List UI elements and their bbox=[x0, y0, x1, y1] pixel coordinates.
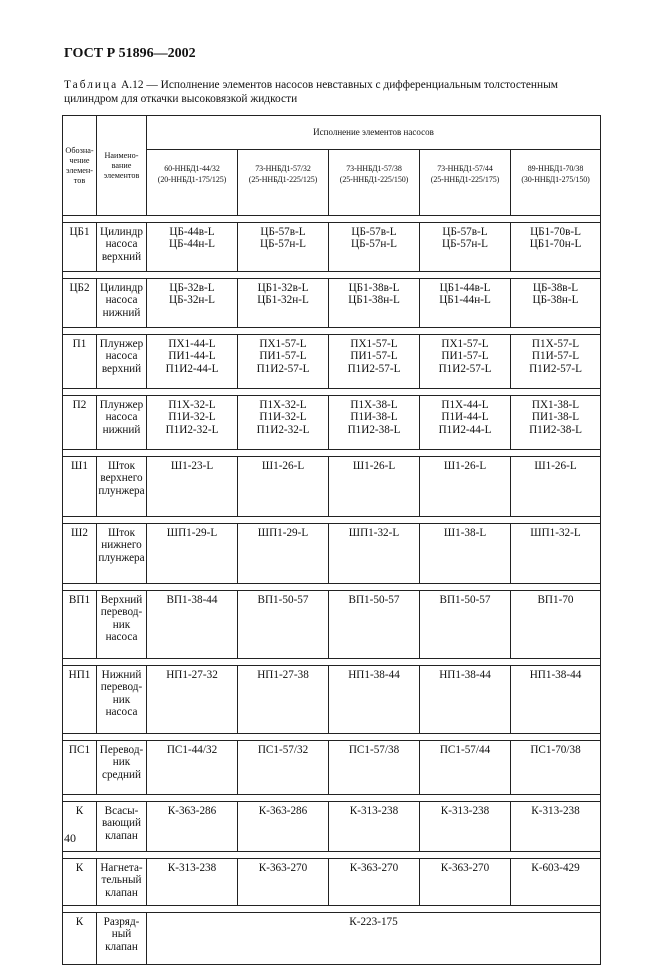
separator-cell bbox=[63, 389, 601, 396]
designation-line: П1И-57-L bbox=[531, 350, 580, 363]
element-name-line: клапан bbox=[105, 886, 138, 899]
designation-line: ШП1-29-L bbox=[166, 527, 218, 539]
designation-line: П1Х-44-L bbox=[441, 399, 489, 411]
variant-line1: 73-ННБД1-57/38 bbox=[346, 164, 402, 173]
designation-cell bbox=[511, 524, 601, 584]
designation-line: ЦБ1-38в-L bbox=[348, 282, 400, 294]
table-caption bbox=[64, 79, 604, 106]
designation-cell bbox=[511, 279, 601, 328]
row-separator bbox=[63, 852, 601, 859]
designation-line: ПХ1-44-L bbox=[168, 338, 216, 350]
row-separator bbox=[63, 659, 601, 666]
designation-line: ЦБ-57н-L bbox=[351, 238, 397, 251]
element-name-line: ник bbox=[112, 693, 131, 706]
designation-cell bbox=[238, 591, 329, 659]
designation-line: К-363-286 bbox=[167, 805, 217, 817]
designation-cell bbox=[238, 802, 329, 852]
group-header: Исполнение элементов насосов bbox=[147, 116, 601, 150]
element-name bbox=[97, 524, 147, 584]
row-separator bbox=[63, 584, 601, 591]
designation-cell bbox=[329, 457, 420, 517]
variant-header bbox=[511, 150, 601, 216]
element-name-line: перевод- bbox=[100, 681, 143, 694]
row-separator bbox=[63, 450, 601, 457]
separator-cell bbox=[63, 734, 601, 741]
caption-label: Таблица bbox=[64, 79, 119, 91]
designation-line: П1И2-44-L bbox=[165, 362, 219, 375]
designation-line: К-313-238 bbox=[440, 805, 490, 817]
designation-line: П1И2-32-L bbox=[165, 423, 219, 436]
pump-elements-table bbox=[62, 115, 601, 965]
element-name-line: ный bbox=[111, 928, 132, 941]
separator-cell bbox=[63, 216, 601, 223]
designation-line: К-363-270 bbox=[440, 862, 490, 874]
element-name bbox=[97, 335, 147, 389]
variant-line2: (20-ННБД1-175/125) bbox=[157, 174, 227, 184]
separator-cell bbox=[63, 272, 601, 279]
designation-cell bbox=[329, 335, 420, 389]
designation-line: П1И2-57-L bbox=[347, 362, 401, 375]
element-name bbox=[97, 591, 147, 659]
element-name-line: ник bbox=[112, 618, 131, 631]
variant-header bbox=[147, 150, 238, 216]
designation-cell bbox=[329, 223, 420, 272]
designation-line: ЦБ-32в-L bbox=[169, 282, 215, 294]
designation-cell bbox=[329, 591, 420, 659]
table-row bbox=[63, 913, 601, 965]
designation-line: НП1-38-44 bbox=[439, 669, 491, 681]
designation-cell bbox=[420, 802, 511, 852]
col-name-header: Наимено-вание элементов bbox=[97, 116, 147, 216]
designation-cell bbox=[238, 396, 329, 450]
variant-line1: 73-ННБД1-57/44 bbox=[437, 164, 493, 173]
table-row bbox=[63, 524, 601, 584]
element-name bbox=[97, 741, 147, 795]
designation-line: К-603-429 bbox=[531, 862, 580, 874]
designation-cell bbox=[329, 802, 420, 852]
variant-line2: (25-ННБД1-225/125) bbox=[248, 174, 318, 184]
designation-cell bbox=[147, 802, 238, 852]
designation-line: П1И-38-L bbox=[350, 411, 398, 424]
designation-cell bbox=[511, 223, 601, 272]
designation-line: ЦБ-38н-L bbox=[532, 294, 579, 307]
element-code: Ш1 bbox=[63, 457, 97, 517]
designation-cell bbox=[238, 524, 329, 584]
designation-cell bbox=[147, 591, 238, 659]
designation-line: ПИ1-57-L bbox=[259, 350, 307, 363]
designation-line: П1Х-32-L bbox=[259, 399, 307, 411]
designation-cell bbox=[147, 457, 238, 517]
designation-line: Ш1-23-L bbox=[170, 460, 214, 472]
element-name-line: Плунжер bbox=[99, 338, 144, 350]
designation-cell bbox=[420, 279, 511, 328]
element-code: П2 bbox=[63, 396, 97, 450]
designation-cell bbox=[511, 591, 601, 659]
designation-cell bbox=[238, 457, 329, 517]
designation-cell bbox=[420, 591, 511, 659]
variant-line2: (25-ННБД1-225/150) bbox=[339, 174, 409, 184]
designation-cell bbox=[238, 741, 329, 795]
designation-cell bbox=[420, 859, 511, 906]
variant-header bbox=[329, 150, 420, 216]
designation-line: ЦБ1-44в-L bbox=[439, 282, 491, 294]
designation-line: ПС1-57/32 bbox=[257, 744, 309, 756]
designation-cell bbox=[511, 457, 601, 517]
separator-cell bbox=[63, 852, 601, 859]
table-row bbox=[63, 396, 601, 450]
element-name-line: Цилиндр bbox=[100, 226, 143, 238]
designation-line: ЦБ-44в-L bbox=[169, 226, 215, 238]
designation-line: ВП1-50-57 bbox=[257, 594, 309, 606]
table-row bbox=[63, 859, 601, 906]
designation-cell bbox=[238, 223, 329, 272]
designation-cell bbox=[329, 741, 420, 795]
element-name-line: верхний bbox=[101, 362, 142, 375]
designation-cell bbox=[420, 524, 511, 584]
designation-line: НП1-27-38 bbox=[257, 669, 309, 681]
element-name-line: тельный bbox=[101, 874, 142, 887]
designation-line: ПХ1-38-L bbox=[531, 399, 580, 411]
designation-cell bbox=[420, 457, 511, 517]
designation-cell bbox=[147, 223, 238, 272]
designation-line: Ш1-38-L bbox=[443, 527, 487, 539]
element-code: Ш2 bbox=[63, 524, 97, 584]
designation-cell bbox=[511, 666, 601, 734]
row-separator bbox=[63, 906, 601, 913]
element-name-line: перевод- bbox=[100, 606, 143, 619]
designation-line: ЦБ-57в-L bbox=[351, 226, 397, 238]
designation-cell bbox=[147, 396, 238, 450]
element-name bbox=[97, 802, 147, 852]
element-name bbox=[97, 279, 147, 328]
designation-line: П1И2-32-L bbox=[256, 423, 310, 436]
designation-cell bbox=[511, 859, 601, 906]
element-name-line: насоса bbox=[105, 294, 138, 307]
table-row bbox=[63, 457, 601, 517]
variant-line1: 60-ННБД1-44/32 bbox=[164, 164, 220, 173]
designation-line: Ш1-26-L bbox=[261, 460, 305, 472]
designation-cell bbox=[329, 396, 420, 450]
designation-line: ВП1-70 bbox=[537, 594, 574, 606]
designation-cell bbox=[511, 802, 601, 852]
designation-line: ШП1-32-L bbox=[348, 527, 400, 539]
element-code: К bbox=[63, 802, 97, 852]
designation-line: К-313-238 bbox=[349, 805, 399, 817]
row-separator bbox=[63, 389, 601, 396]
element-name-line: Нагнета- bbox=[100, 862, 143, 874]
row-separator bbox=[63, 795, 601, 802]
designation-line: ЦБ-38в-L bbox=[532, 282, 579, 294]
designation-line: П1И-32-L bbox=[168, 411, 216, 424]
separator-cell bbox=[63, 450, 601, 457]
designation-cell bbox=[147, 859, 238, 906]
designation-line: ЦБ-32н-L bbox=[169, 294, 215, 307]
variant-line2: (25-ННБД1-225/175) bbox=[430, 174, 500, 184]
designation-line: ЦБ1-44н-L bbox=[439, 294, 491, 307]
designation-line: Ш1-26-L bbox=[352, 460, 396, 472]
element-code: К bbox=[63, 859, 97, 906]
standard-title: ГОСТ Р 51896—2002 bbox=[64, 46, 196, 61]
designation-line: К-363-286 bbox=[258, 805, 308, 817]
element-name-line: Перевод- bbox=[99, 744, 144, 756]
designation-line: П1И2-57-L bbox=[529, 362, 582, 375]
variant-header bbox=[238, 150, 329, 216]
element-name-line: Плунжер bbox=[99, 399, 144, 411]
designation-cell bbox=[420, 666, 511, 734]
header-row bbox=[63, 116, 601, 150]
designation-cell bbox=[147, 524, 238, 584]
designation-line: ВП1-50-57 bbox=[348, 594, 400, 606]
element-name-line: Всасы- bbox=[104, 805, 139, 817]
designation-line: ПИ1-44-L bbox=[168, 350, 216, 363]
designation-line: НП1-38-44 bbox=[529, 669, 582, 681]
designation-line: ПС1-57/38 bbox=[348, 744, 400, 756]
designation-cell bbox=[329, 279, 420, 328]
element-name bbox=[97, 859, 147, 906]
designation-line: НП1-38-44 bbox=[348, 669, 400, 681]
element-name-line: Шток bbox=[107, 460, 136, 472]
caption-text: А.12 — Исполнение элементов насосов невставных с дифференциальным толстостенным цилиндром для откачки высоковязкой жидкости bbox=[64, 79, 558, 105]
designation-line: П1И2-38-L bbox=[529, 423, 582, 436]
element-name bbox=[97, 396, 147, 450]
col-code-header: Обозна-чение элемен-тов bbox=[63, 116, 97, 216]
designation-line: ЦБ-44н-L bbox=[169, 238, 215, 251]
table-row bbox=[63, 279, 601, 328]
designation-line: П1И2-38-L bbox=[347, 423, 401, 436]
designation-cell bbox=[329, 666, 420, 734]
element-name-line: плунжера bbox=[98, 551, 145, 564]
designation-line: ПС1-44/32 bbox=[166, 744, 218, 756]
variant-line1: 73-ННБД1-57/32 bbox=[255, 164, 311, 173]
designation-line: П1И2-57-L bbox=[256, 362, 310, 375]
element-name-line: верхнего bbox=[100, 472, 143, 485]
table-row bbox=[63, 741, 601, 795]
designation-line: К-313-238 bbox=[167, 862, 217, 874]
element-name-line: нижний bbox=[102, 423, 141, 436]
element-name-line: ник bbox=[112, 756, 131, 769]
designation-line: ПИ1-38-L bbox=[531, 411, 580, 424]
element-code: П1 bbox=[63, 335, 97, 389]
element-name-line: Разряд- bbox=[103, 916, 140, 928]
designation-cell bbox=[238, 859, 329, 906]
element-name-line: Шток bbox=[107, 527, 136, 539]
designation-cell bbox=[511, 741, 601, 795]
designation-cell bbox=[329, 859, 420, 906]
designation-cell bbox=[511, 396, 601, 450]
designation-line: ВП1-38-44 bbox=[166, 594, 218, 606]
element-name bbox=[97, 666, 147, 734]
designation-line: ЦБ-57в-L bbox=[442, 226, 488, 238]
designation-line: ЦБ1-32в-L bbox=[257, 282, 309, 294]
designation-cell bbox=[147, 666, 238, 734]
element-name-line: средний bbox=[101, 768, 142, 781]
element-code: ЦБ2 bbox=[63, 279, 97, 328]
designation-line: ПХ1-57-L bbox=[441, 338, 489, 350]
designation-line: ШП1-32-L bbox=[530, 527, 581, 539]
separator-cell bbox=[63, 584, 601, 591]
designation-line: ЦБ1-70в-L bbox=[530, 226, 581, 238]
designation-line: К-313-238 bbox=[531, 805, 580, 817]
designation-line: П1Х-32-L bbox=[168, 399, 216, 411]
element-name-line: плунжера bbox=[98, 484, 145, 497]
row-separator bbox=[63, 734, 601, 741]
designation-line: ПИ1-57-L bbox=[441, 350, 489, 363]
designation-cell bbox=[238, 666, 329, 734]
element-name-line: насоса bbox=[105, 350, 138, 363]
designation-line: ВП1-50-57 bbox=[439, 594, 491, 606]
designation-line: П1И-44-L bbox=[441, 411, 489, 424]
table-row bbox=[63, 223, 601, 272]
designation-line: ЦБ1-70н-L bbox=[529, 238, 582, 251]
element-name-line: насоса bbox=[105, 706, 138, 719]
designation-cell bbox=[238, 279, 329, 328]
designation-line: ПХ1-57-L bbox=[350, 338, 398, 350]
designation-cell-merged: К-223-175 bbox=[147, 913, 601, 965]
element-name-line: верхний bbox=[101, 250, 142, 263]
designation-cell bbox=[238, 335, 329, 389]
element-name bbox=[97, 457, 147, 517]
element-code: ВП1 bbox=[63, 591, 97, 659]
designation-line: П1Х-38-L bbox=[350, 399, 398, 411]
element-name-line: клапан bbox=[105, 829, 138, 842]
designation-line: Ш1-26-L bbox=[443, 460, 487, 472]
designation-line: ПС1-57/44 bbox=[439, 744, 491, 756]
designation-line: К-363-270 bbox=[349, 862, 399, 874]
table-row bbox=[63, 802, 601, 852]
table-row bbox=[63, 666, 601, 734]
designation-line: ЦБ-57в-L bbox=[260, 226, 306, 238]
designation-line: ЦБ-57н-L bbox=[442, 238, 488, 251]
element-name-line: клапан bbox=[105, 940, 138, 953]
designation-cell bbox=[420, 335, 511, 389]
separator-cell bbox=[63, 659, 601, 666]
separator-cell bbox=[63, 795, 601, 802]
page-number: 40 bbox=[64, 831, 76, 845]
designation-line: П1Х-57-L bbox=[531, 338, 580, 350]
row-separator bbox=[63, 272, 601, 279]
element-name bbox=[97, 223, 147, 272]
designation-line: П1И-32-L bbox=[259, 411, 307, 424]
element-name-line: насоса bbox=[105, 411, 138, 424]
separator-cell bbox=[63, 906, 601, 913]
element-name bbox=[97, 913, 147, 965]
element-name-line: Верхний bbox=[100, 594, 143, 606]
designation-line: ПС1-70/38 bbox=[530, 744, 581, 756]
element-code: К bbox=[63, 913, 97, 965]
designation-line: НП1-27-32 bbox=[166, 669, 218, 681]
designation-line: ЦБ1-32н-L bbox=[257, 294, 309, 307]
element-code: НП1 bbox=[63, 666, 97, 734]
designation-line: Ш1-26-L bbox=[534, 460, 577, 472]
designation-cell bbox=[147, 279, 238, 328]
designation-cell bbox=[420, 396, 511, 450]
designation-cell bbox=[511, 335, 601, 389]
element-name-line: насоса bbox=[105, 238, 138, 251]
separator-cell bbox=[63, 517, 601, 524]
designation-line: К-363-270 bbox=[258, 862, 308, 874]
variant-header bbox=[420, 150, 511, 216]
row-separator bbox=[63, 216, 601, 223]
designation-line: ШП1-29-L bbox=[257, 527, 309, 539]
element-name-line: Нижний bbox=[101, 669, 142, 681]
row-separator bbox=[63, 328, 601, 335]
designation-line: ПХ1-57-L bbox=[259, 338, 307, 350]
table-row bbox=[63, 591, 601, 659]
element-name-line: нижнего bbox=[101, 539, 142, 552]
designation-cell bbox=[147, 335, 238, 389]
designation-cell bbox=[420, 223, 511, 272]
element-name-line: вающий bbox=[101, 817, 142, 830]
designation-line: П1И2-57-L bbox=[438, 362, 492, 375]
separator-cell bbox=[63, 328, 601, 335]
element-name-line: нижний bbox=[102, 306, 141, 319]
row-separator bbox=[63, 517, 601, 524]
element-name-line: насоса bbox=[105, 631, 138, 644]
designation-line: ЦБ-57н-L bbox=[260, 238, 306, 251]
element-code: ЦБ1 bbox=[63, 223, 97, 272]
table-body bbox=[63, 116, 601, 965]
designation-line: ЦБ1-38н-L bbox=[348, 294, 400, 307]
designation-cell bbox=[147, 741, 238, 795]
variant-line2: (30-ННБД1-275/150) bbox=[521, 174, 590, 184]
designation-line: П1И2-44-L bbox=[438, 423, 492, 436]
variant-line1: 89-ННБД1-70/38 bbox=[527, 164, 584, 173]
element-name-line: Цилиндр bbox=[100, 282, 143, 294]
table-row bbox=[63, 335, 601, 389]
designation-cell bbox=[329, 524, 420, 584]
designation-cell bbox=[420, 741, 511, 795]
designation-line: ПИ1-57-L bbox=[350, 350, 398, 363]
element-code: ПС1 bbox=[63, 741, 97, 795]
